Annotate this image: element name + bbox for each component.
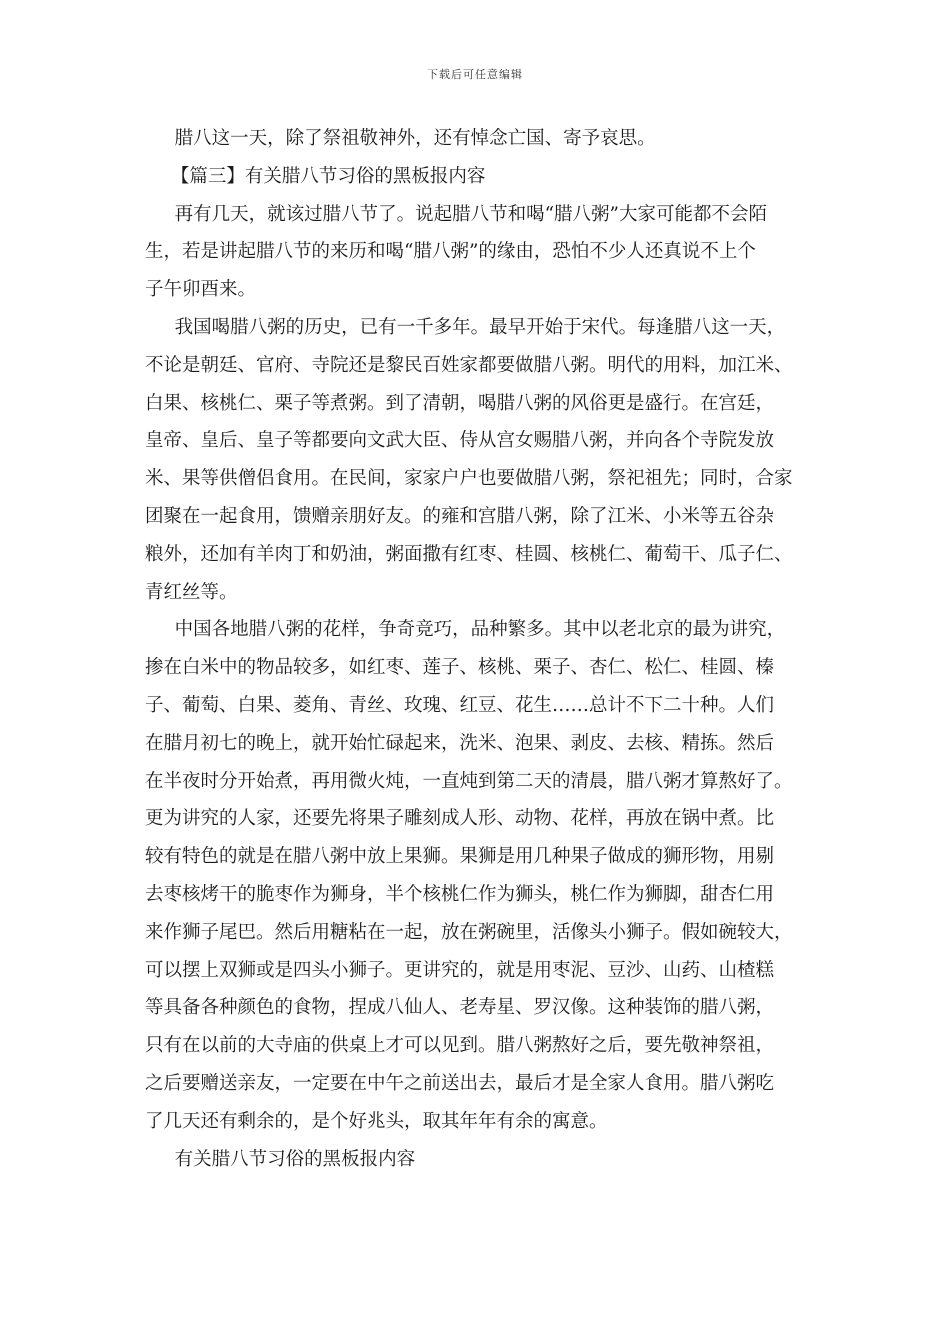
text-line: 不论是朝廷、官府、寺院还是黎民百姓家都要做腊八粥。明代的用料，加江米、: [145, 354, 793, 376]
text-line: 团聚在一起食用，馈赠亲朋好友。的雍和宫腊八粥，除了江米、小米等五谷杂: [145, 505, 775, 527]
section-heading: [145, 158, 825, 196]
text-line: 子午卯酉来。: [145, 279, 257, 301]
text-line: 只有在以前的大寺庙的供桌上才可以见到。腊八粥熬好之后，要先敬神祭祖，: [145, 1035, 775, 1057]
paragraph: [145, 196, 825, 309]
text-line: 之后要赠送亲友，一定要在中午之前送出去，最后才是全家人食用。腊八粥吃: [145, 1072, 775, 1094]
document-body: [145, 120, 825, 1178]
text-line: 米、果等供僧侣食用。在民间，家家户户也要做腊八粥，祭祀祖先；同时，合家: [145, 468, 793, 490]
text-line: 粮外，还加有羊肉丁和奶油，粥面撒有红枣、桂圆、核桃仁、葡萄干、瓜子仁、: [145, 543, 793, 565]
text-line: 可以摆上双狮或是四头小狮子。更讲究的，就是用枣泥、豆沙、山药、山楂糕: [145, 959, 775, 981]
paragraph: [145, 1141, 825, 1179]
text-line: 等具备各种颜色的食物，捏成八仙人、老寿星、罗汉像。这种装饰的腊八粥，: [145, 997, 775, 1019]
text-line: 再有几天，就该过腊八节了。说起腊八节和喝“腊八粥”大家可能都不会陌: [174, 203, 768, 225]
text-line: 在半夜时分开始煮，再用微火炖，一直炖到第二天的清晨，腊八粥才算熬好了。: [145, 770, 793, 792]
text-line: 较有特色的就是在腊八粥中放上果狮。果狮是用几种果子做成的狮形物，用剔: [145, 846, 775, 868]
text-line: 腊八这一天，除了祭祖敬神外，还有悼念亡国、寄予哀思。: [174, 128, 656, 149]
paragraph: [145, 120, 825, 158]
text-line: 白果、核桃仁、栗子等煮粥。到了清朝，喝腊八粥的风俗更是盛行。在宫廷，: [145, 392, 775, 414]
text-line: 青红丝等。: [145, 581, 238, 603]
text-line: 生，若是讲起腊八节的来历和喝“腊八粥”的缘由，恐怕不少人还真说不上个: [145, 241, 756, 263]
text-line: 【篇三】有关腊八节习俗的黑板报内容: [170, 165, 486, 187]
text-line: 去枣核烤干的脆枣作为狮身，半个核桃仁作为狮头，桃仁作为狮脚，甜杏仁用: [145, 883, 775, 905]
text-line: 掺在白米中的物品较多，如红枣、莲子、核桃、栗子、杏仁、松仁、桂圆、榛: [145, 657, 775, 679]
text-line: 中国各地腊八粥的花样，争奇竞巧，品种繁多。其中以老北京的最为讲究，: [174, 619, 786, 641]
text-line: 皇帝、皇后、皇子等都要向文武大臣、侍从宫女赐腊八粥，并向各个寺院发放: [145, 430, 775, 452]
text-line: 子、葡萄、白果、菱角、青丝、玫瑰、红豆、花生……总计不下二十种。人们: [145, 694, 775, 716]
text-line: 我国喝腊八粥的历史，已有一千多年。最早开始于宋代。每逢腊八这一天，: [174, 316, 786, 338]
text-line: 在腊月初七的晚上，就开始忙碌起来，洗米、泡果、剥皮、去核、精拣。然后: [145, 732, 775, 754]
paragraph: [145, 309, 825, 611]
page-header: 下载后可任意编辑: [427, 68, 523, 81]
text-line: 有关腊八节习俗的黑板报内容: [174, 1148, 416, 1170]
text-line: 来作狮子尾巴。然后用糖粘在一起，放在粥碗里，活像头小狮子。假如碗较大，: [145, 921, 793, 943]
text-line: 了几天还有剩余的，是个好兆头，取其年年有余的寓意。: [145, 1110, 608, 1132]
text-line: 更为讲究的人家，还要先将果子雕刻成人形、动物、花样，再放在锅中煮。比: [145, 808, 775, 830]
paragraph: [145, 611, 825, 1140]
